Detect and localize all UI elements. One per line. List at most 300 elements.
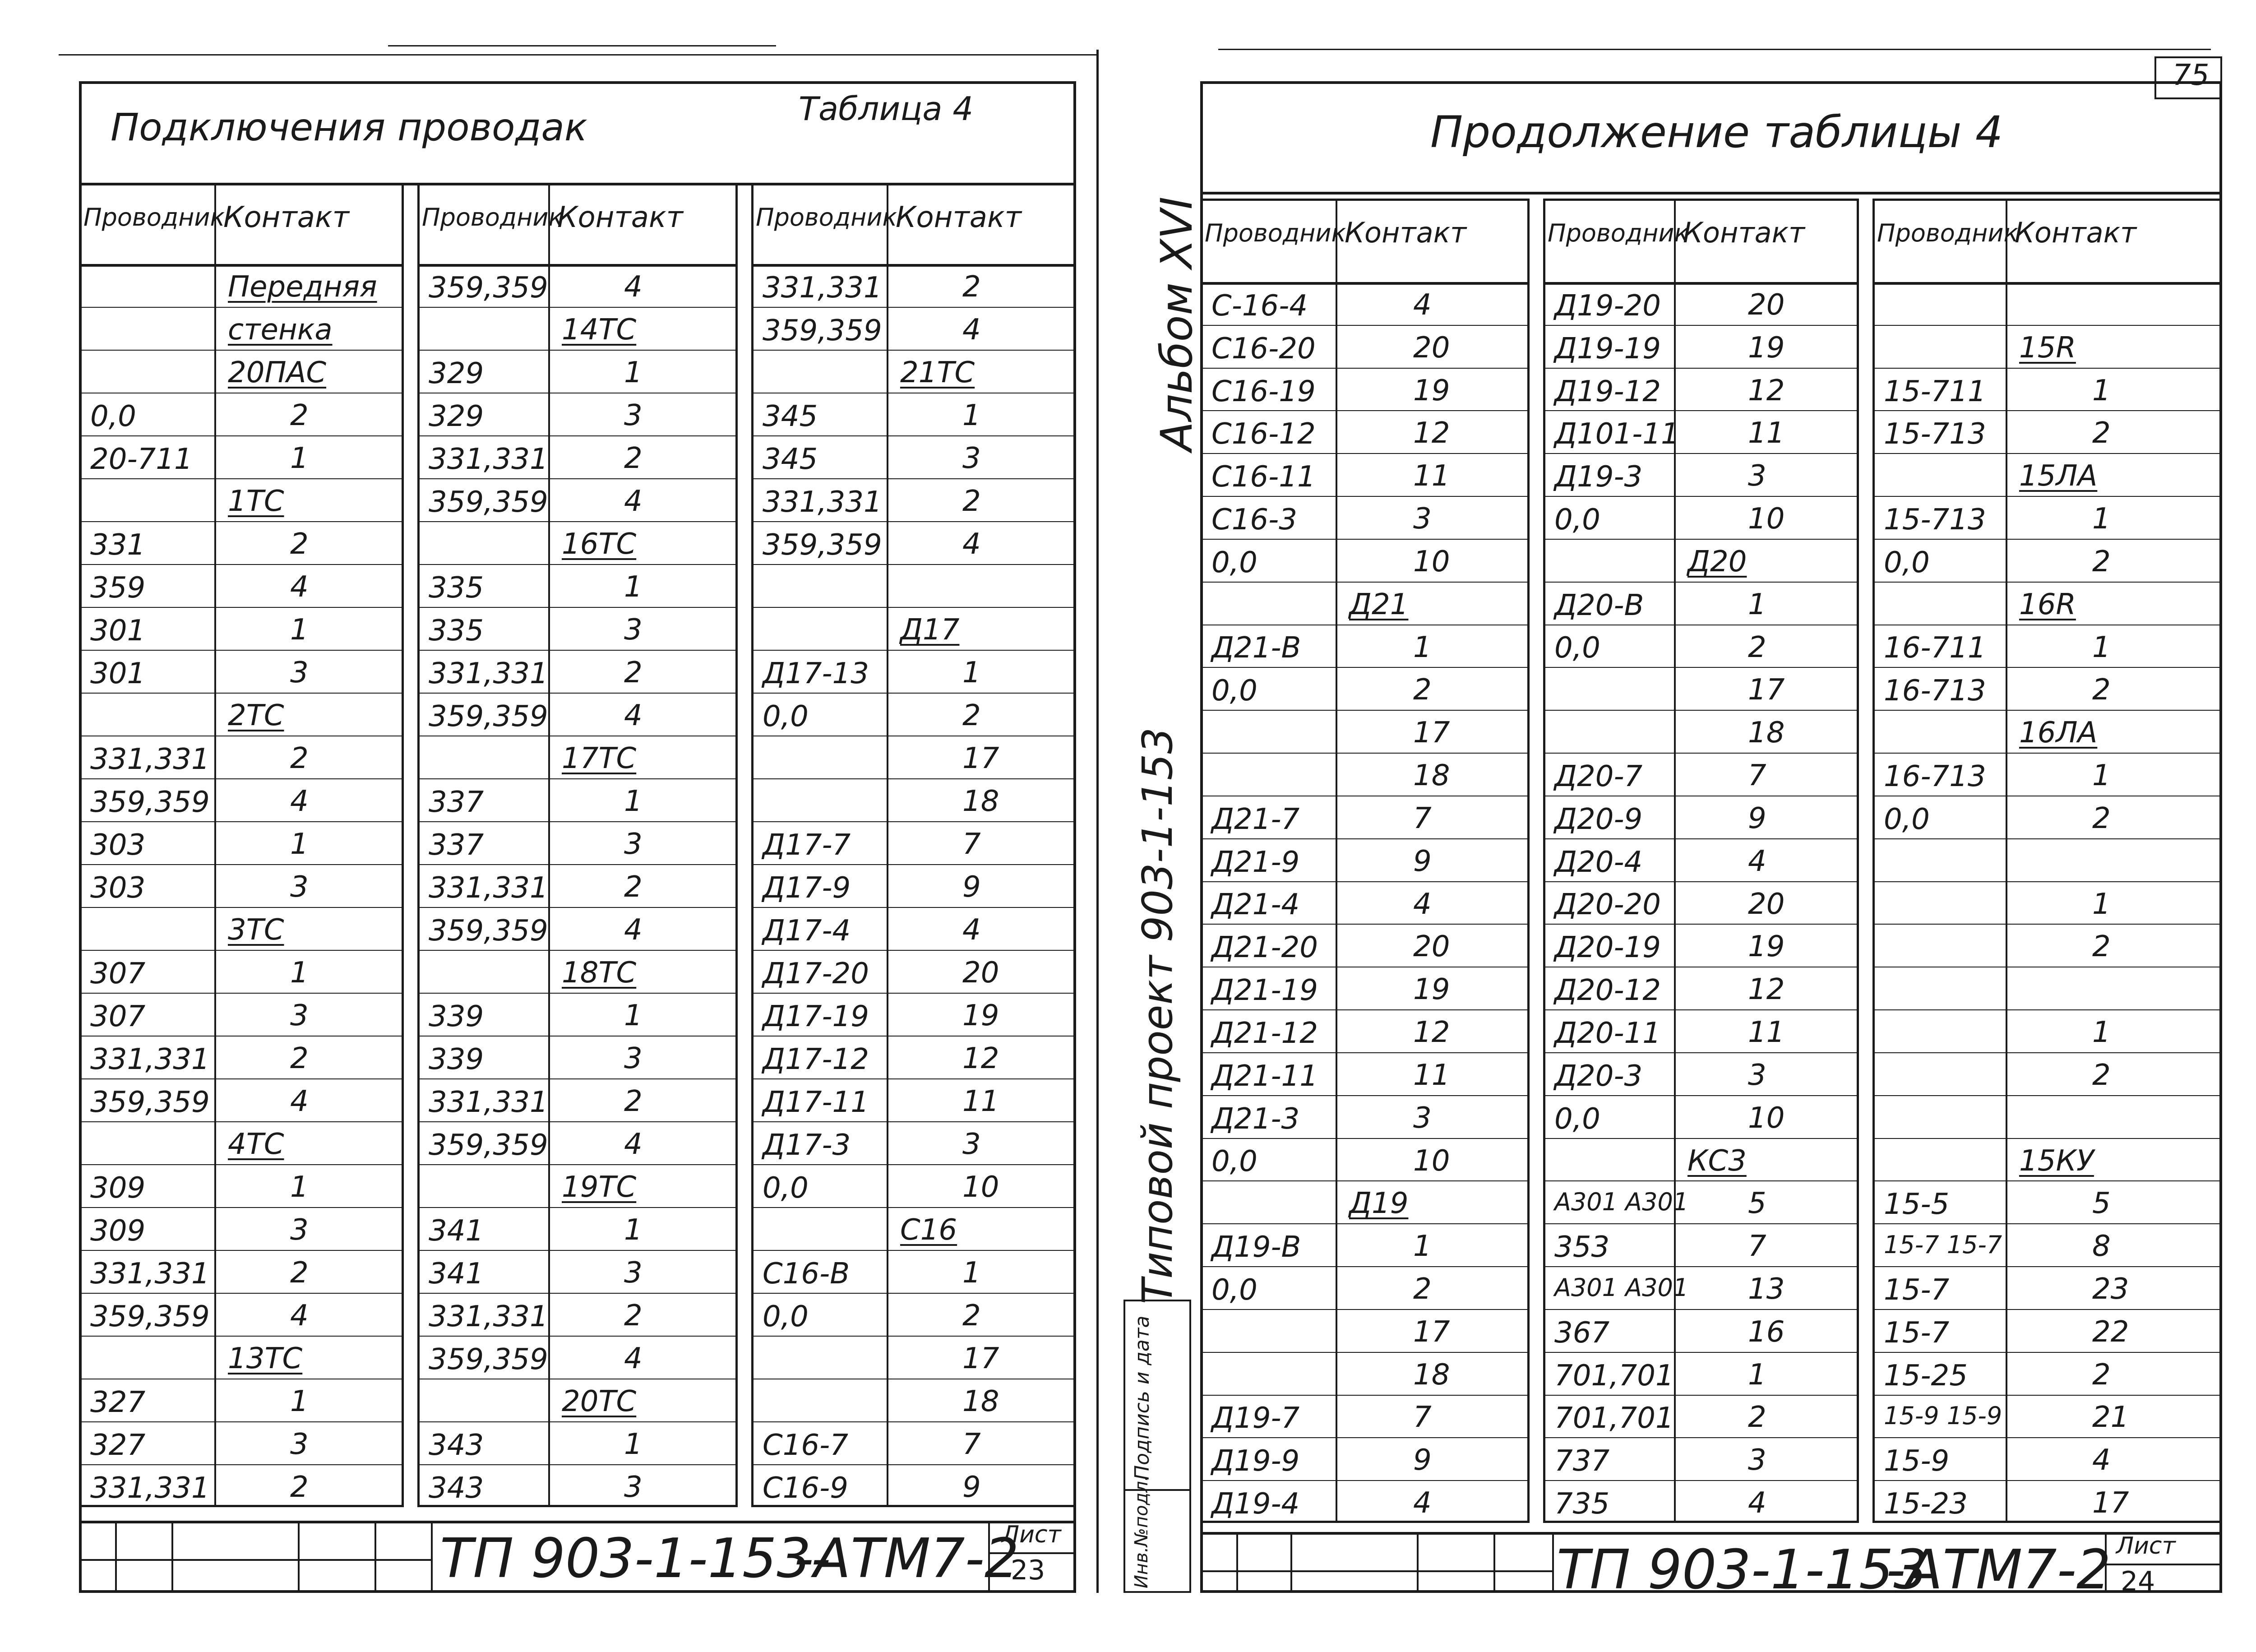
contact-cell: 9 (962, 1471, 981, 1504)
spine-stamp-sign (1133, 1316, 1152, 1480)
row-rule (751, 307, 1076, 308)
row-rule (417, 821, 738, 822)
wire-cell: С16-19 (1211, 375, 1316, 408)
contact-cell: 9 (1748, 801, 1766, 835)
spine-album (1151, 196, 1202, 451)
row-rule (1200, 667, 1530, 668)
contact-cell: 9 (962, 870, 981, 904)
row-rule (417, 993, 738, 994)
row-rule (1872, 753, 2222, 754)
wire-cell: Д21-7 (1211, 802, 1300, 836)
wire-cell: 331 (90, 528, 146, 562)
row-rule (417, 564, 738, 565)
left-stamp-mid (79, 1559, 431, 1561)
wire-cell: 0,0 (763, 1300, 809, 1333)
row-rule (417, 950, 738, 951)
row-rule (751, 564, 1076, 565)
contact-cell: 17 (962, 742, 999, 775)
wire-cell: 0,0 (1884, 546, 1930, 579)
wire-cell: Д19-В (1211, 1231, 1301, 1264)
wire-cell: Д21-В (1211, 631, 1301, 665)
contact-cell: 20 (1748, 887, 1785, 921)
row-rule (1543, 924, 1859, 925)
group-label: 17ТС (562, 742, 637, 775)
row-rule (79, 864, 404, 865)
contact-cell: 3 (962, 1128, 981, 1161)
contact-cell: 18 (1413, 1358, 1450, 1392)
wire-cell: 359 (90, 571, 146, 605)
wire-cell: 367 (1554, 1316, 1610, 1350)
row-rule (1872, 1180, 2222, 1181)
contact-cell: 4 (624, 913, 643, 947)
contact-cell: 4 (1748, 1486, 1766, 1520)
row-rule (1543, 1309, 1859, 1310)
contact-cell: 17 (1748, 673, 1785, 707)
left-stamp-div2 (171, 1521, 173, 1593)
column-header-contact: Контакт (1683, 216, 1805, 249)
left-stamp-code: ТП 903-1-153- (440, 1527, 831, 1590)
contact-cell: 1 (2092, 1016, 2111, 1050)
row-rule (79, 1293, 404, 1294)
group-label: Передняя (228, 270, 377, 304)
wire-cell: 327 (90, 1428, 146, 1462)
contact-cell: 2 (290, 1042, 309, 1075)
group-label: 2ТС (228, 699, 284, 732)
contact-cell: 9 (1413, 844, 1432, 878)
wire-cell: 16-711 (1884, 631, 1986, 665)
row-rule (1872, 1352, 2222, 1353)
row-rule (1200, 1223, 1530, 1224)
wire-cell: С16-В (763, 1257, 850, 1291)
row-rule (417, 1464, 738, 1465)
left-column-divider (548, 183, 550, 1507)
contact-cell: 1 (624, 1213, 643, 1247)
contact-cell: 2 (290, 742, 309, 775)
contact-cell: 3 (1748, 459, 1766, 493)
wire-cell: 359,359 (90, 1300, 210, 1333)
column-header-wire: Проводник (1548, 219, 1689, 247)
row-rule (751, 1464, 1076, 1465)
row-rule (751, 650, 1076, 651)
right-stamp-div5 (1552, 1532, 1554, 1593)
column-header-contact: Контакт (223, 201, 349, 234)
contact-cell: 2 (2092, 673, 2111, 707)
wire-cell: 359,359 (90, 785, 210, 819)
row-rule (417, 1421, 738, 1422)
wire-cell: 337 (429, 785, 484, 819)
row-rule (1872, 667, 2222, 668)
top-rule-right (1218, 49, 2211, 50)
contact-cell: 11 (1748, 416, 1785, 450)
contact-cell: 5 (2092, 1187, 2111, 1221)
row-rule (1872, 410, 2222, 411)
contact-cell: 1 (2092, 759, 2111, 793)
left-stamp-div5 (431, 1521, 433, 1593)
row-rule (417, 1293, 738, 1294)
wire-cell: 301 (90, 657, 146, 690)
contact-cell: 7 (962, 1428, 981, 1461)
wire-cell: Д17-19 (763, 1000, 869, 1033)
group-label: 3ТС (228, 913, 284, 947)
wire-cell: 331,331 (90, 1471, 210, 1505)
wire-cell: 15-713 (1884, 417, 1986, 451)
column-header-contact: Контакт (896, 201, 1022, 234)
contact-cell: 17 (962, 1342, 999, 1375)
row-rule (1543, 1266, 1859, 1267)
group-label: 14ТС (562, 313, 637, 347)
contact-cell: 20 (1748, 288, 1785, 322)
row-rule (79, 1207, 404, 1208)
spine-stamp-inv (1133, 1475, 1151, 1588)
contact-cell: 1 (624, 356, 643, 389)
row-rule (417, 693, 738, 694)
group-label: 19ТС (562, 1171, 637, 1204)
contact-cell: 21 (2092, 1401, 2129, 1435)
row-rule (1200, 1266, 1530, 1267)
wire-cell: 309 (90, 1171, 146, 1205)
wire-cell: А301 А301 (1554, 1273, 1689, 1302)
group-label: 20ТС (562, 1385, 637, 1418)
row-rule (1200, 410, 1530, 411)
contact-cell: 1 (962, 399, 981, 432)
contact-cell: 19 (1748, 331, 1785, 365)
row-rule (751, 993, 1076, 994)
wire-cell: Д19-7 (1211, 1402, 1300, 1435)
row-rule (751, 1164, 1076, 1165)
group-label: 4ТС (228, 1128, 284, 1161)
wire-cell: Д20-7 (1554, 759, 1643, 793)
wire-cell: 335 (429, 571, 484, 605)
column-header-wire: Проводник (1205, 219, 1346, 247)
row-rule (751, 1336, 1076, 1337)
wire-cell: 15-713 (1884, 503, 1986, 537)
contact-cell: 3 (624, 399, 643, 432)
contact-cell: 1 (290, 1385, 309, 1418)
row-rule (417, 1250, 738, 1251)
wire-cell: Д17-11 (763, 1085, 869, 1119)
contact-cell: 10 (1748, 1101, 1785, 1135)
row-rule (417, 1164, 738, 1165)
group-label: 15R (2019, 331, 2076, 365)
row-rule (751, 1121, 1076, 1122)
row-rule (79, 993, 404, 994)
row-rule (1543, 1180, 1859, 1181)
contact-cell: 10 (962, 1171, 999, 1204)
left-header-rule (751, 264, 1076, 267)
row-rule (1872, 924, 2222, 925)
wire-cell: 345 (763, 442, 818, 476)
row-rule (79, 435, 404, 436)
wire-cell: 343 (429, 1428, 484, 1462)
left-stamp-div4 (374, 1521, 376, 1593)
row-rule (417, 1036, 738, 1037)
left-stamp-suffix: -АТМ7-2 (794, 1527, 1019, 1590)
group-label: 13ТС (228, 1342, 303, 1375)
contact-cell: 4 (290, 1085, 309, 1118)
contact-cell: 2 (1748, 1401, 1766, 1435)
row-rule (1543, 1138, 1859, 1139)
contact-cell: 22 (2092, 1315, 2129, 1349)
wire-cell: 331,331 (429, 442, 548, 476)
left-header-rule (79, 264, 404, 267)
contact-cell: 19 (962, 999, 999, 1032)
wire-cell: Д21-20 (1211, 931, 1318, 965)
wire-cell: С16-20 (1211, 332, 1316, 366)
row-rule (417, 778, 738, 779)
column-header-contact: Контакт (1345, 216, 1467, 249)
wire-cell: 345 (763, 399, 818, 433)
contact-cell: 3 (624, 613, 643, 647)
row-rule (1200, 368, 1530, 369)
wire-cell: Д21-3 (1211, 1102, 1300, 1136)
contact-cell: 12 (1748, 973, 1785, 1007)
left-stamp-div3 (298, 1521, 300, 1593)
row-rule (79, 950, 404, 951)
contact-cell: 2 (624, 442, 643, 475)
row-rule (1543, 582, 1859, 583)
wire-cell: 301 (90, 614, 146, 648)
column-header-contact: Контакт (2015, 216, 2137, 249)
row-rule (79, 607, 404, 608)
wire-cell: 339 (429, 1042, 484, 1076)
row-rule (1200, 539, 1530, 540)
row-rule (751, 1421, 1076, 1422)
group-label: 20ПАС (228, 356, 327, 389)
row-rule (751, 607, 1076, 608)
row-rule (751, 907, 1076, 908)
spine-stamp-sign-text: Подпись и дата (1131, 1315, 1154, 1480)
wire-cell: Д17-20 (763, 957, 869, 990)
contact-cell: 3 (1748, 1058, 1766, 1092)
wire-cell: 303 (90, 871, 146, 905)
wire-cell: 0,0 (763, 1171, 809, 1205)
row-rule (1200, 838, 1530, 839)
row-rule (417, 350, 738, 351)
contact-cell: 3 (290, 870, 309, 904)
wire-cell: 341 (429, 1257, 484, 1291)
wire-cell: Д17-12 (763, 1042, 869, 1076)
contact-cell: 1 (2092, 887, 2111, 921)
contact-cell: 1 (290, 613, 309, 647)
row-rule (417, 864, 738, 865)
wire-cell: Д21-19 (1211, 974, 1318, 1008)
row-rule (1200, 881, 1530, 882)
wire-cell: Д17-13 (763, 657, 869, 690)
row-rule (1200, 496, 1530, 497)
contact-cell: 1 (290, 1171, 309, 1204)
wire-cell: 331,331 (429, 657, 548, 690)
wire-cell: 0,0 (763, 699, 809, 733)
right-column-divider (2006, 199, 2007, 1523)
contact-cell: 12 (1413, 1016, 1450, 1050)
contact-cell: 4 (290, 570, 309, 604)
wire-cell: 337 (429, 828, 484, 862)
wire-cell: 15-23 (1884, 1487, 1968, 1521)
contact-cell: 4 (290, 1299, 309, 1333)
contact-cell: 2 (290, 399, 309, 432)
row-rule (417, 907, 738, 908)
contact-cell: 3 (624, 1042, 643, 1075)
contact-cell: 2 (290, 1471, 309, 1504)
wire-cell: 0,0 (1554, 1102, 1600, 1136)
contact-cell: 19 (1748, 930, 1785, 964)
contact-cell: 12 (962, 1042, 999, 1075)
wire-cell: С16-7 (763, 1428, 848, 1462)
group-label: С16 (900, 1213, 957, 1247)
wire-cell: Д21-12 (1211, 1016, 1318, 1050)
wire-cell: С16-11 (1211, 460, 1316, 494)
row-rule (79, 564, 404, 565)
row-rule (1200, 924, 1530, 925)
contact-cell: 3 (1748, 1444, 1766, 1477)
wire-cell: 307 (90, 957, 146, 990)
group-label: 15ЛА (2019, 459, 2098, 493)
group-label: стенка (228, 313, 333, 347)
contact-cell: 9 (1413, 1444, 1432, 1477)
contact-cell: 2 (2092, 801, 2111, 835)
contact-cell: 20 (1413, 930, 1450, 964)
row-rule (1543, 667, 1859, 668)
contact-cell: 16 (1748, 1315, 1785, 1349)
row-rule (1543, 1223, 1859, 1224)
row-rule (417, 650, 738, 651)
right-stamp-suffix: -АТМ7-2 (1886, 1539, 2111, 1601)
row-rule (79, 1421, 404, 1422)
contact-cell: 20 (1413, 331, 1450, 365)
right-header-rule (1543, 282, 1859, 285)
contact-cell: 17 (2092, 1486, 2129, 1520)
wire-cell: 701,701 (1554, 1402, 1674, 1435)
wire-cell: Д20-20 (1554, 888, 1661, 922)
wire-cell: 341 (429, 1214, 484, 1248)
row-rule (417, 521, 738, 522)
contact-cell: 18 (962, 1385, 999, 1418)
group-label: 1ТС (228, 485, 284, 518)
row-rule (79, 1036, 404, 1037)
wire-cell: 359,359 (763, 314, 882, 347)
row-rule (417, 607, 738, 608)
contact-cell: 1 (962, 656, 981, 689)
row-rule (417, 1207, 738, 1208)
row-rule (1200, 1395, 1530, 1396)
wire-cell: 327 (90, 1385, 146, 1419)
wire-cell: 359,359 (90, 1085, 210, 1119)
contact-cell: 2 (624, 1299, 643, 1333)
contact-cell: 1 (962, 1256, 981, 1290)
group-label: 16ТС (562, 528, 637, 561)
wire-cell: 0,0 (1554, 631, 1600, 665)
contact-cell: 2 (2092, 416, 2111, 450)
group-label: 16ЛА (2019, 716, 2098, 750)
contact-cell: 4 (624, 485, 643, 518)
group-label: 18ТС (562, 956, 637, 990)
wire-cell: 339 (429, 1000, 484, 1033)
contact-cell: 1 (2092, 374, 2111, 407)
wire-cell: Д21-9 (1211, 845, 1300, 879)
wire-cell: 15-7 (1884, 1316, 1950, 1350)
contact-cell: 4 (1413, 1486, 1432, 1520)
wire-cell: 15-711 (1884, 375, 1986, 408)
row-rule (1872, 838, 2222, 839)
wire-cell: 15-5 (1884, 1188, 1950, 1222)
contact-cell: 7 (1413, 801, 1432, 835)
row-rule (1543, 710, 1859, 711)
contact-cell: 7 (1748, 1230, 1766, 1263)
wire-cell: 353 (1554, 1231, 1610, 1264)
wire-cell: 331,331 (90, 742, 210, 776)
row-rule (1543, 1395, 1859, 1396)
wire-cell: 0,0 (1211, 546, 1257, 579)
wire-cell: Д20-4 (1554, 845, 1643, 879)
left-column-divider (887, 183, 888, 1507)
wire-cell: 0,0 (1211, 1145, 1257, 1179)
contact-cell: 19 (1413, 374, 1450, 407)
right-sheet-number: 24 (2121, 1566, 2155, 1597)
right-stamp-mid (1200, 1570, 1552, 1572)
right-stamp-div1 (1236, 1532, 1238, 1593)
row-rule (1543, 496, 1859, 497)
contact-cell: 3 (624, 1471, 643, 1504)
wire-cell: 0,0 (1554, 503, 1600, 537)
row-rule (1543, 453, 1859, 454)
row-rule (1872, 1437, 2222, 1438)
row-rule (417, 1078, 738, 1079)
group-label: Д17 (900, 613, 960, 647)
wire-cell: 359,359 (429, 699, 548, 733)
left-stamp-div1 (115, 1521, 117, 1593)
row-rule (1543, 1352, 1859, 1353)
row-rule (1543, 1095, 1859, 1096)
row-rule (1200, 1309, 1530, 1310)
row-rule (1872, 1395, 2222, 1396)
row-rule (1872, 881, 2222, 882)
wire-cell: С16-3 (1211, 503, 1297, 537)
wire-cell: С16-12 (1211, 417, 1316, 451)
contact-cell: 17 (1413, 1315, 1450, 1349)
row-rule (417, 1121, 738, 1122)
contact-cell: 2 (962, 270, 981, 304)
contact-cell: 18 (1413, 759, 1450, 793)
contact-cell: 1 (2092, 630, 2111, 664)
wire-cell: А301 А301 (1554, 1188, 1689, 1217)
row-rule (751, 350, 1076, 351)
contact-cell: 3 (624, 1256, 643, 1290)
row-rule (1872, 368, 2222, 369)
row-rule (1543, 1052, 1859, 1053)
wire-cell: 331,331 (429, 1085, 548, 1119)
left-column-divider (214, 183, 216, 1507)
column-header-contact: Контакт (557, 201, 683, 234)
contact-cell: 11 (1413, 459, 1450, 493)
row-rule (751, 821, 1076, 822)
wire-cell: 735 (1554, 1487, 1610, 1521)
row-rule (79, 1121, 404, 1122)
wire-cell: 0,0 (1211, 1273, 1257, 1307)
row-rule (1543, 325, 1859, 326)
wire-cell: 331,331 (429, 871, 548, 905)
wire-cell: 16-713 (1884, 759, 1986, 793)
row-rule (1872, 1266, 2222, 1267)
wire-cell: 737 (1554, 1444, 1610, 1478)
wire-cell: 331,331 (90, 1042, 210, 1076)
contact-cell: 1 (290, 828, 309, 861)
wire-cell: 0,0 (1884, 802, 1930, 836)
contact-cell: 10 (1413, 545, 1450, 578)
left-stamp-top (79, 1521, 1076, 1523)
wire-cell: 359,359 (429, 271, 548, 305)
contact-cell: 10 (1748, 502, 1785, 536)
right-column-divider (1336, 199, 1337, 1523)
